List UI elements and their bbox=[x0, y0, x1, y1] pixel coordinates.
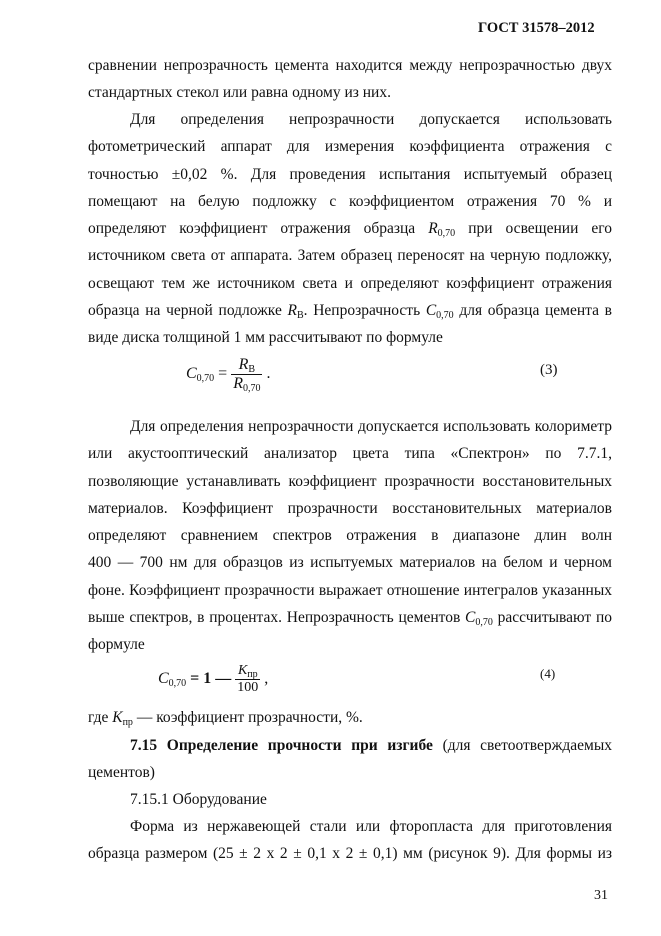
text-line: определяют коэффициент отражения образца $R_{0,70}$ при освещении его bbox=[88, 220, 612, 240]
text-line: или акустооптический анализатор цвета типа «Спектрон» по 7.7.1, bbox=[88, 445, 612, 463]
section-7-15-1 bbox=[88, 786, 612, 813]
text-line: стандартных стекол или равна одному из них. bbox=[88, 84, 391, 102]
text-line: освещают тем же источником света и определяют коэффициент отражения bbox=[88, 274, 612, 292]
text-line: Форма из нержавеющей стали или фторопласта для приготовления bbox=[130, 818, 612, 835]
paragraph-2 bbox=[88, 106, 612, 352]
paragraph-1 bbox=[88, 52, 612, 107]
page-number: 31 bbox=[594, 888, 608, 903]
text-line: образца размером (25 ± 2 x 2 ± 0,1 x 2 ± 0,1) мм (рисунок 9). Для формы из bbox=[88, 845, 612, 863]
text-line: Для определения непрозрачности допускается использовать колориметр bbox=[130, 418, 612, 435]
text-line: точностью ±0,02 %. Для проведения испытания испытуемый образец bbox=[88, 165, 612, 183]
section-title: 7.15 Определение прочности при изгибе bbox=[130, 737, 433, 754]
text-line: определяют сравнением спектров отражения в диапазоне длин волн bbox=[88, 527, 612, 545]
formula-3: $C_{0,70}$ = $\frac{R_B}{R_{0,70}}$ . bbox=[186, 356, 271, 394]
text-line: образца на черной подложке $R_B$. Непрозрачность $C_{0,70}$ для образца цемента в bbox=[88, 302, 612, 322]
text-line: источником света от аппарата. Затем образец переносят на черную подложку, bbox=[88, 247, 612, 265]
formula-3-fraction: $\frac{R_B}{R_{0,70}}$ bbox=[233, 356, 261, 394]
text-line: 400 — 700 нм для образцов из испытуемых материалов на белом и черном bbox=[88, 554, 612, 572]
text-line: формуле bbox=[88, 636, 145, 654]
formula-4-fraction: $\frac{K_{пр}}{100}$ bbox=[237, 663, 259, 695]
text-line: сравнении непрозрачность цемента находится между непрозрачностью двух bbox=[88, 57, 612, 74]
subsection-title: 7.15.1 Оборудование bbox=[130, 791, 267, 808]
text-line: помещают на белую подложку с коэффициентом отражения 70 % и bbox=[88, 192, 612, 210]
formula-4: $C_{0,70} = 1$ — $\frac{K_{пр}}{100}$ , bbox=[158, 663, 269, 695]
formula-4-legend: где $K_{пр}$ — коэффициент прозрачности, %. bbox=[88, 709, 363, 728]
paragraph-3 bbox=[88, 413, 612, 659]
equation-number-4: (4) bbox=[540, 666, 556, 681]
paragraph-4 bbox=[88, 813, 612, 868]
equation-number-3: (3) bbox=[540, 362, 558, 378]
text-line: фотометрический аппарат для измерения коэффициента отражения с bbox=[88, 138, 612, 156]
text-line: фоне. Коэффициент прозрачности выражает отношение интегралов указанных bbox=[88, 581, 612, 599]
text-line: материалов. Коэффициент прозрачности восстановительных материалов bbox=[88, 499, 612, 517]
text-line: виде диска толщиной 1 мм рассчитывают по формуле bbox=[88, 329, 443, 347]
text-line: позволяющие устанавливать коэффициент прозрачности восстановительных bbox=[88, 472, 612, 490]
section-7-15: 7.15 Определение прочности при изгибе (для светоотверждаемых цементов) bbox=[88, 737, 612, 782]
text-line: Для определения непрозрачности допускается использовать bbox=[130, 111, 612, 128]
text-line: выше спектров, в процентах. Непрозрачность цементов $C_{0,70}$ рассчитывают по bbox=[88, 609, 612, 629]
document-standard-header: ГОСТ 31578–2012 bbox=[478, 20, 595, 36]
